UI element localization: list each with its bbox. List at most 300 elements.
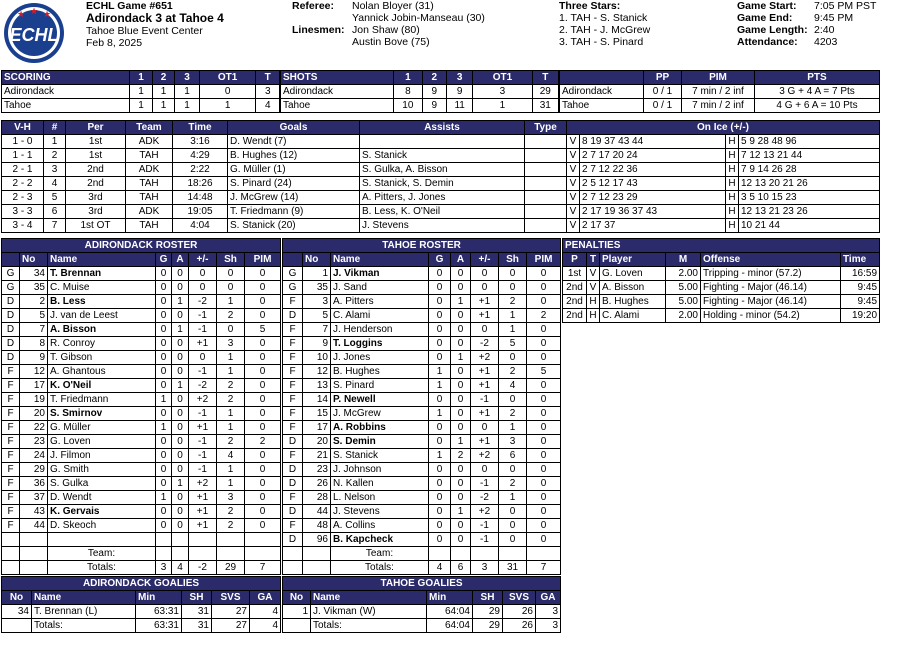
logo-text: ECHL (9, 25, 59, 45)
goalies-title-row (283, 577, 561, 591)
penalties-title: PENALTIES (563, 239, 880, 253)
cell: 0 / 1 (644, 85, 682, 99)
pos-header (283, 253, 303, 267)
player-shots: 0 (217, 323, 245, 337)
player-goals: 0 (429, 421, 451, 435)
player-number: 43 (20, 505, 48, 519)
roster-row (283, 393, 561, 407)
player-position: F (2, 449, 20, 463)
table-row (2, 605, 281, 619)
player-pim: 0 (245, 351, 281, 365)
blank-cell (189, 533, 217, 547)
goalie-name-header: Name (311, 591, 427, 605)
player-goals: 0 (156, 309, 172, 323)
home-marker: H (726, 149, 739, 163)
player-goals: 0 (429, 295, 451, 309)
roster-header-row (283, 253, 561, 267)
player-plus-minus: +2 (189, 477, 217, 491)
score-state: 2 - 3 (2, 191, 44, 205)
player-position: F (2, 393, 20, 407)
player-name: S. Stanick (331, 449, 429, 463)
player-name: J. Johnson (331, 463, 429, 477)
roster-row (2, 337, 281, 351)
player-number: 3 (303, 295, 331, 309)
referee-label: Referee: (292, 0, 335, 12)
blank-cell (499, 547, 527, 561)
player-assists: 1 (451, 295, 471, 309)
penalty-time: 19:20 (841, 309, 880, 323)
goal-number: 5 (44, 191, 66, 205)
goalie-ga-header: GA (536, 591, 561, 605)
penalty-offense: Fighting - Major (46.14) (701, 295, 841, 309)
goal-team: TAH (126, 191, 173, 205)
player-plus-minus: +1 (471, 407, 499, 421)
player-goals: 0 (429, 281, 451, 295)
a-header: A (172, 253, 189, 267)
penalty-offense: Fighting - Major (46.14) (701, 281, 841, 295)
player-plus-minus: 0 (189, 351, 217, 365)
player-plus-minus: -2 (189, 295, 217, 309)
total-g: 3 (156, 561, 172, 575)
visitor-on-ice: 2 5 12 17 43 (580, 177, 726, 191)
player-position: F (283, 491, 303, 505)
scoring-col-t: T (256, 71, 280, 85)
player-position: D (2, 295, 20, 309)
player-assists: 0 (451, 393, 471, 407)
player-shots: 1 (499, 421, 527, 435)
blank-cell (245, 547, 281, 561)
home-marker: H (726, 135, 739, 149)
player-pim: 0 (527, 407, 561, 421)
roster-row (283, 463, 561, 477)
no-header: No (303, 253, 331, 267)
player-assists: 0 (172, 407, 189, 421)
roster-row (2, 491, 281, 505)
player-position: F (283, 379, 303, 393)
game-number: ECHL Game #651 (86, 0, 173, 12)
svg-text:★: ★ (30, 7, 39, 17)
goal-type (525, 163, 567, 177)
goal-period: 1st (66, 135, 126, 149)
penalties-header-row (563, 253, 880, 267)
visitor-marker: V (567, 163, 580, 177)
cell: 11 (446, 99, 472, 113)
pim-header: PIM (682, 71, 755, 85)
player-position: F (2, 435, 20, 449)
goal-number: 7 (44, 219, 66, 233)
player-pim: 0 (527, 393, 561, 407)
player-shots: 0 (499, 505, 527, 519)
player-number: 23 (20, 435, 48, 449)
blank-cell (2, 561, 20, 575)
player-shots: 2 (217, 505, 245, 519)
player-shots: 1 (499, 309, 527, 323)
roster-row (2, 365, 281, 379)
visitor-on-ice: 2 17 37 (580, 219, 726, 233)
goalie-name-header: Name (32, 591, 136, 605)
player-goals: 0 (156, 435, 172, 449)
goalie-svs: 26 (503, 605, 536, 619)
player-pim: 0 (527, 449, 561, 463)
table-row (2, 85, 280, 99)
player-shots: 6 (499, 449, 527, 463)
player-assists: 0 (172, 351, 189, 365)
goal-period: 2nd (66, 177, 126, 191)
goal-number: 1 (44, 135, 66, 149)
player-position: F (283, 421, 303, 435)
pen-minutes-header: M (666, 253, 701, 267)
player-assists: 1 (451, 505, 471, 519)
goalie-sh: 29 (473, 619, 503, 633)
player-position: F (283, 295, 303, 309)
player-name: P. Newell (331, 393, 429, 407)
player-shots: 4 (499, 379, 527, 393)
player-number: 5 (303, 309, 331, 323)
goalie-sh: 29 (473, 605, 503, 619)
player-goals: 1 (429, 379, 451, 393)
venue: Tahoe Blue Event Center (86, 25, 203, 37)
player-name: A. Ghantous (48, 365, 156, 379)
visitor-marker: V (567, 177, 580, 191)
player-pim: 0 (245, 379, 281, 393)
home-on-ice: 5 9 28 48 96 (739, 135, 880, 149)
roster-row (283, 491, 561, 505)
goal-number: 4 (44, 177, 66, 191)
player-shots: 2 (217, 435, 245, 449)
goal-type (525, 135, 567, 149)
adirondack-goalies-title: ADIRONDACK GOALIES (2, 577, 281, 591)
player-plus-minus: +1 (471, 365, 499, 379)
player-shots: 2 (499, 295, 527, 309)
svg-text:★: ★ (43, 10, 52, 20)
player-assists: 0 (172, 281, 189, 295)
goalie-min-header: Min (427, 591, 473, 605)
player-number: 37 (20, 491, 48, 505)
roster-header-row (2, 253, 281, 267)
player-pim: 0 (527, 519, 561, 533)
goalie-sh-header: SH (473, 591, 503, 605)
goal-time: 18:26 (173, 177, 228, 191)
game-info-left (86, 0, 224, 49)
player-assists: 0 (451, 463, 471, 477)
player-plus-minus: 0 (471, 267, 499, 281)
totals-row (283, 561, 561, 575)
player-pim: 0 (527, 351, 561, 365)
totals-label: Totals: (48, 561, 156, 575)
player-assists: 0 (451, 337, 471, 351)
blank-cell (429, 547, 451, 561)
player-goals: 0 (429, 491, 451, 505)
player-position: F (2, 421, 20, 435)
blank-cell (283, 561, 303, 575)
table-row (281, 99, 559, 113)
player-number: 28 (303, 491, 331, 505)
penalty-offense: Tripping - minor (57.2) (701, 267, 841, 281)
roster-row (2, 519, 281, 533)
player-pim: 0 (245, 295, 281, 309)
shots-col-ot1: OT1 (473, 71, 532, 85)
shots-col-1: 1 (394, 71, 423, 85)
g-header: G (156, 253, 172, 267)
penalty-team: H (587, 309, 600, 323)
penalty-row (563, 295, 880, 309)
player-position: F (283, 323, 303, 337)
pen-player-header: Player (600, 253, 666, 267)
player-shots: 1 (217, 463, 245, 477)
player-number: 9 (20, 351, 48, 365)
player-position: G (283, 281, 303, 295)
scoring-col-2: 2 (152, 71, 174, 85)
goal-period: 2nd (66, 163, 126, 177)
blank-cell (2, 533, 20, 547)
penalty-row (563, 309, 880, 323)
player-position: F (283, 449, 303, 463)
cell: 10 (394, 99, 423, 113)
player-position: F (283, 351, 303, 365)
player-assists: 0 (451, 379, 471, 393)
game-end-value: 9:45 PM (814, 12, 854, 24)
team-name: Adirondack (560, 85, 644, 99)
player-pim: 0 (245, 309, 281, 323)
player-shots: 2 (217, 393, 245, 407)
player-shots: 0 (217, 281, 245, 295)
roster-row (2, 407, 281, 421)
player-goals: 0 (429, 309, 451, 323)
goalie-no: 1 (283, 605, 311, 619)
roster-row (283, 309, 561, 323)
cell: 1 (152, 99, 174, 113)
player-goals: 0 (156, 463, 172, 477)
player-plus-minus: -1 (189, 449, 217, 463)
player-goals: 0 (156, 379, 172, 393)
roster-row (283, 281, 561, 295)
player-goals: 1 (156, 491, 172, 505)
roster-row (2, 393, 281, 407)
player-goals: 0 (429, 435, 451, 449)
time-header: Time (173, 121, 228, 135)
penalty-period: 2nd (563, 295, 587, 309)
score-state: 2 - 2 (2, 177, 44, 191)
roster-row (283, 407, 561, 421)
player-pim: 0 (527, 463, 561, 477)
player-plus-minus: -1 (189, 463, 217, 477)
scoring-col-3: 3 (175, 71, 200, 85)
player-plus-minus: -1 (189, 435, 217, 449)
player-plus-minus: +2 (471, 505, 499, 519)
goalie-no (283, 619, 311, 633)
player-shots: 2 (217, 379, 245, 393)
player-plus-minus: +1 (189, 337, 217, 351)
penalty-period: 2nd (563, 309, 587, 323)
roster-row (2, 505, 281, 519)
score-state: 1 - 0 (2, 135, 44, 149)
player-goals: 0 (429, 519, 451, 533)
scoring-header: SCORING (2, 71, 130, 85)
totals-label: Totals: (32, 619, 136, 633)
team-name: Tahoe (560, 99, 644, 113)
roster-row (283, 323, 561, 337)
player-shots: 3 (217, 491, 245, 505)
goalie-min: 64:04 (427, 605, 473, 619)
goalie-ga: 4 (250, 619, 281, 633)
player-position: D (283, 435, 303, 449)
player-assists: 0 (172, 393, 189, 407)
scoring-col-ot1: OT1 (199, 71, 256, 85)
cell: 9 (422, 99, 446, 113)
player-shots: 1 (217, 477, 245, 491)
player-goals: 1 (156, 421, 172, 435)
player-name: J. Stevens (331, 505, 429, 519)
pen-period-header: P (563, 253, 587, 267)
player-goals: 0 (156, 449, 172, 463)
type-header: Type (525, 121, 567, 135)
player-number: 20 (20, 407, 48, 421)
player-plus-minus: -2 (471, 491, 499, 505)
player-shots: 0 (499, 351, 527, 365)
home-marker: H (726, 219, 739, 233)
pen-offense-header: Offense (701, 253, 841, 267)
player-number: 36 (20, 477, 48, 491)
player-position: F (2, 463, 20, 477)
player-number: 10 (303, 351, 331, 365)
player-goals: 0 (156, 281, 172, 295)
shots-header: SHOTS (281, 71, 394, 85)
player-assists: 0 (172, 491, 189, 505)
player-number: 9 (303, 337, 331, 351)
player-position: F (2, 491, 20, 505)
a-header: A (451, 253, 471, 267)
table-row (281, 85, 559, 99)
player-goals: 1 (429, 407, 451, 421)
goal-team: ADK (126, 135, 173, 149)
svg-text:★: ★ (17, 10, 26, 20)
player-plus-minus: 0 (471, 463, 499, 477)
attendance-label: Attendance: (737, 36, 798, 48)
roster-row (2, 477, 281, 491)
penalty-minutes: 2.00 (666, 309, 701, 323)
player-position: F (2, 407, 20, 421)
player-name: J. Filmon (48, 449, 156, 463)
goalie-no (2, 619, 32, 633)
goal-row (2, 163, 880, 177)
roster-row (283, 519, 561, 533)
roster-row (2, 435, 281, 449)
goal-number: 2 (44, 149, 66, 163)
visitor-marker: V (567, 135, 580, 149)
player-position: F (2, 365, 20, 379)
player-name: A. Collins (331, 519, 429, 533)
roster-row (283, 505, 561, 519)
player-name: N. Kallen (331, 477, 429, 491)
player-number: 20 (303, 435, 331, 449)
player-position: D (283, 505, 303, 519)
player-goals: 0 (429, 351, 451, 365)
adirondack-goalies-table (1, 576, 281, 633)
blank-cell (283, 547, 303, 561)
player-plus-minus: +1 (189, 491, 217, 505)
player-position: F (283, 519, 303, 533)
player-number: 35 (303, 281, 331, 295)
cell: 1 (199, 99, 256, 113)
goal-time: 19:05 (173, 205, 228, 219)
player-assists: 0 (451, 407, 471, 421)
player-name: T. Friedmann (48, 393, 156, 407)
player-name: J. Sand (331, 281, 429, 295)
player-shots: 2 (217, 309, 245, 323)
player-name: S. Gulka (48, 477, 156, 491)
player-shots: 3 (217, 337, 245, 351)
player-goals: 0 (156, 519, 172, 533)
game-date: Feb 8, 2025 (86, 37, 143, 49)
player-shots: 4 (217, 449, 245, 463)
pim-header: PIM (527, 253, 561, 267)
player-number: 7 (303, 323, 331, 337)
plusminus-header: +/- (189, 253, 217, 267)
player-number: 48 (303, 519, 331, 533)
player-goals: 0 (156, 477, 172, 491)
cell: 1 (175, 99, 200, 113)
roster-row (2, 309, 281, 323)
player-plus-minus: -1 (189, 365, 217, 379)
goal-assists: J. Stevens (360, 219, 525, 233)
total-a: 4 (172, 561, 189, 575)
player-pim: 0 (527, 323, 561, 337)
score-state: 3 - 4 (2, 219, 44, 233)
pp-header: PP (644, 71, 682, 85)
cell: 4 (256, 99, 280, 113)
cell: 0 (199, 85, 256, 99)
cell: 1 (175, 85, 200, 99)
cell: 1 (152, 85, 174, 99)
total-pm: -2 (189, 561, 217, 575)
goal-scorer: J. McGrew (14) (228, 191, 360, 205)
roster-title-row (283, 239, 561, 253)
blank-cell (245, 533, 281, 547)
player-goals: 1 (156, 393, 172, 407)
cell: 29 (532, 85, 558, 99)
game-start-label: Game Start: (737, 0, 797, 12)
player-plus-minus: 0 (471, 323, 499, 337)
goal-type (525, 191, 567, 205)
total-pm: 3 (471, 561, 499, 575)
table-row (560, 85, 880, 99)
cell: 31 (532, 99, 558, 113)
three-stars (559, 0, 709, 48)
cell: 9 (446, 85, 472, 99)
player-number: 44 (303, 505, 331, 519)
tahoe-roster-title: TAHOE ROSTER (283, 239, 561, 253)
cell: 1 (473, 99, 532, 113)
player-number: 22 (20, 421, 48, 435)
goalie-no-header: No (2, 591, 32, 605)
player-assists: 0 (172, 421, 189, 435)
blank-cell (20, 547, 48, 561)
player-shots: 0 (499, 519, 527, 533)
roster-row (283, 351, 561, 365)
player-plus-minus: +1 (189, 505, 217, 519)
player-name: T. Loggins (331, 337, 429, 351)
player-goals: 0 (429, 323, 451, 337)
player-name: D. Wendt (48, 491, 156, 505)
roster-row (283, 421, 561, 435)
roster-row (283, 267, 561, 281)
goalie-min: 63:31 (136, 605, 182, 619)
player-shots: 0 (499, 281, 527, 295)
player-plus-minus: +1 (189, 421, 217, 435)
blank-cell (2, 547, 20, 561)
totals-label: Totals: (311, 619, 427, 633)
cell: 4 G + 6 A = 10 Pts (755, 99, 880, 113)
